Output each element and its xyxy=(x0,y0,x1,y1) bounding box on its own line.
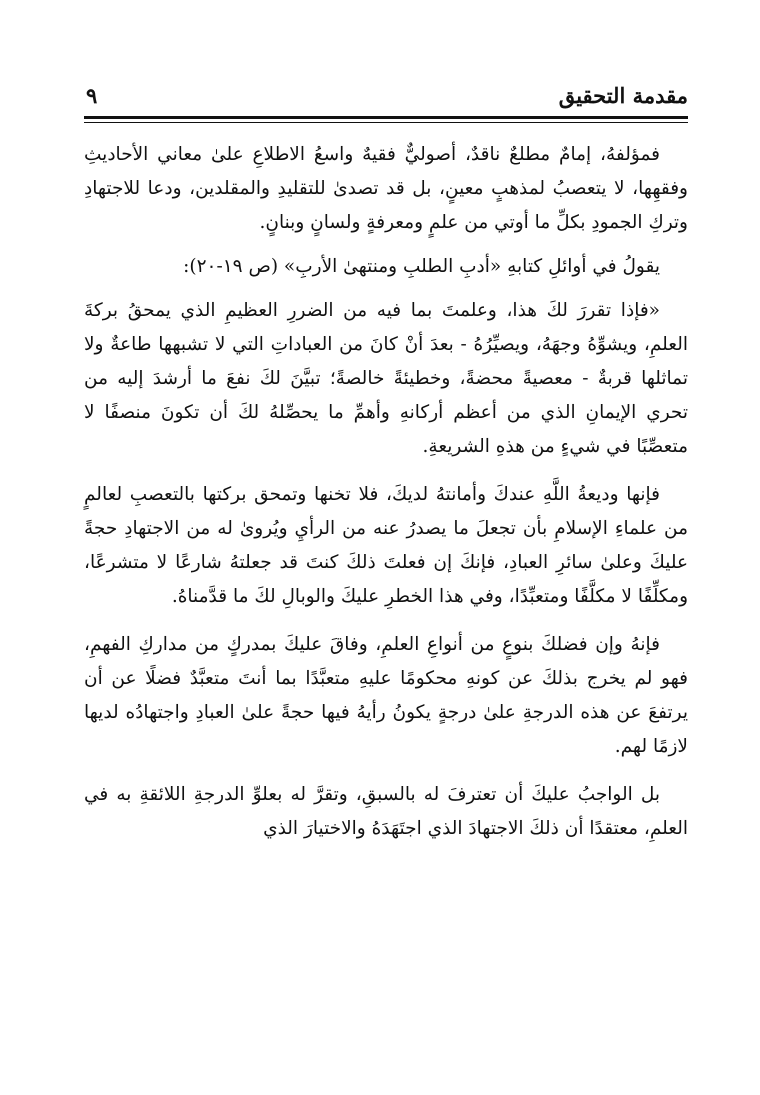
paragraph-author-description: فمؤلفهُ، إمامٌ مطلعٌ ناقدٌ، أصوليٌّ فقيهٌ واسعُ الاطلاعِ علىٰ معاني الأحاديثِ وفقهِها، لا يتعصبُ لمذهبٍ معينٍ، بل قد تصدىٰ للتقليدِ والمقلدين، ودعا للاجتهادِ وتركِ الجمودِ بكلِّ ما أوتي من علمٍ ومعرفةٍ ولسانٍ وبنانٍ. xyxy=(84,144,688,233)
body-text xyxy=(84,138,688,846)
paragraph-quote-2: فإنها وديعةُ اللَّهِ عندكَ وأمانتهُ لديكَ، فلا تخنها وتمحق بركتها بالتعصبِ لعالمٍ من علماءِ الإسلامِ بأن تجعلَ ما يصدرُ عنه من الرأيِ ويُروىٰ له من الاجتهادِ حجةً عليكَ وعلىٰ سائرِ العبادِ، فإنكَ إن فعلتَ ذلكَ كنتَ قد جعلتهُ شارعًا لا متشرعًا، ومكلِّفًا لا مكلَّفًا ومتعبِّدًا، وفي هذا الخطرِ عليكَ والوبالِ لكَ ما قدَّمناهُ. xyxy=(84,484,688,607)
page-number: ٩ xyxy=(86,83,98,108)
paragraph-quote-1: «فإذا تقررَ لكَ هذا، وعلمتَ بما فيه من الضررِ العظيمِ الذي يمحقُ بركةَ العلمِ، ويشوِّهُ وجهَهُ، ويصيِّرُهُ - بعدَ أنْ كانَ من العباداتِ التي لا تشبهها طاعةٌ ولا تماثلها قربةٌ - معصيةً محضةً، وخطيئةً خالصةً؛ تبيَّنَ لكَ نفعَ ما أرشدَ إليه من تحري الإيمانِ الذي من أعظم أركانهِ وأهمِّ ما يحصِّلهُ لكَ أن تكونَ منصفًا لا متعصِّبًا في شيءٍ من هذهِ الشريعةِ. xyxy=(84,300,688,457)
header-rule-thin xyxy=(84,122,688,123)
running-title: مقدمة التحقيق xyxy=(558,83,688,108)
page-header xyxy=(84,82,688,116)
header-rule-thick xyxy=(84,116,688,119)
paragraph-quote-3: فإنهُ وإن فضلكَ بنوعٍ من أنواعِ العلمِ، وفاقَ عليكَ بمدركٍ من مداركِ الفهمِ، فهو لم يخرج بذلكَ عن كونهِ محكومًا عليهِ متعبَّدًا بما أنتَ متعبَّدٌ فضلًا عن أن يرتفعَ عن هذه الدرجةِ علىٰ درجةٍ يكونُ رأيهُ فيها حجةً علىٰ العبادِ واجتهادُه لديها لازمًا لهم. xyxy=(84,634,688,757)
paragraph-quote-4: بل الواجبُ عليكَ أن تعترفَ له بالسبقِ، وتقرَّ له بعلوِّ الدرجةِ اللائقةِ به في العلمِ، معتقدًا أن ذلكَ الاجتهادَ الذي اجتَهَدَهُ والاختيارَ الذي xyxy=(84,784,688,839)
paragraph-quote-intro: يقولُ في أوائلِ كتابهِ «أدبِ الطلبِ ومنتهىٰ الأربِ» (ص ١٩-٢٠): xyxy=(183,256,660,277)
